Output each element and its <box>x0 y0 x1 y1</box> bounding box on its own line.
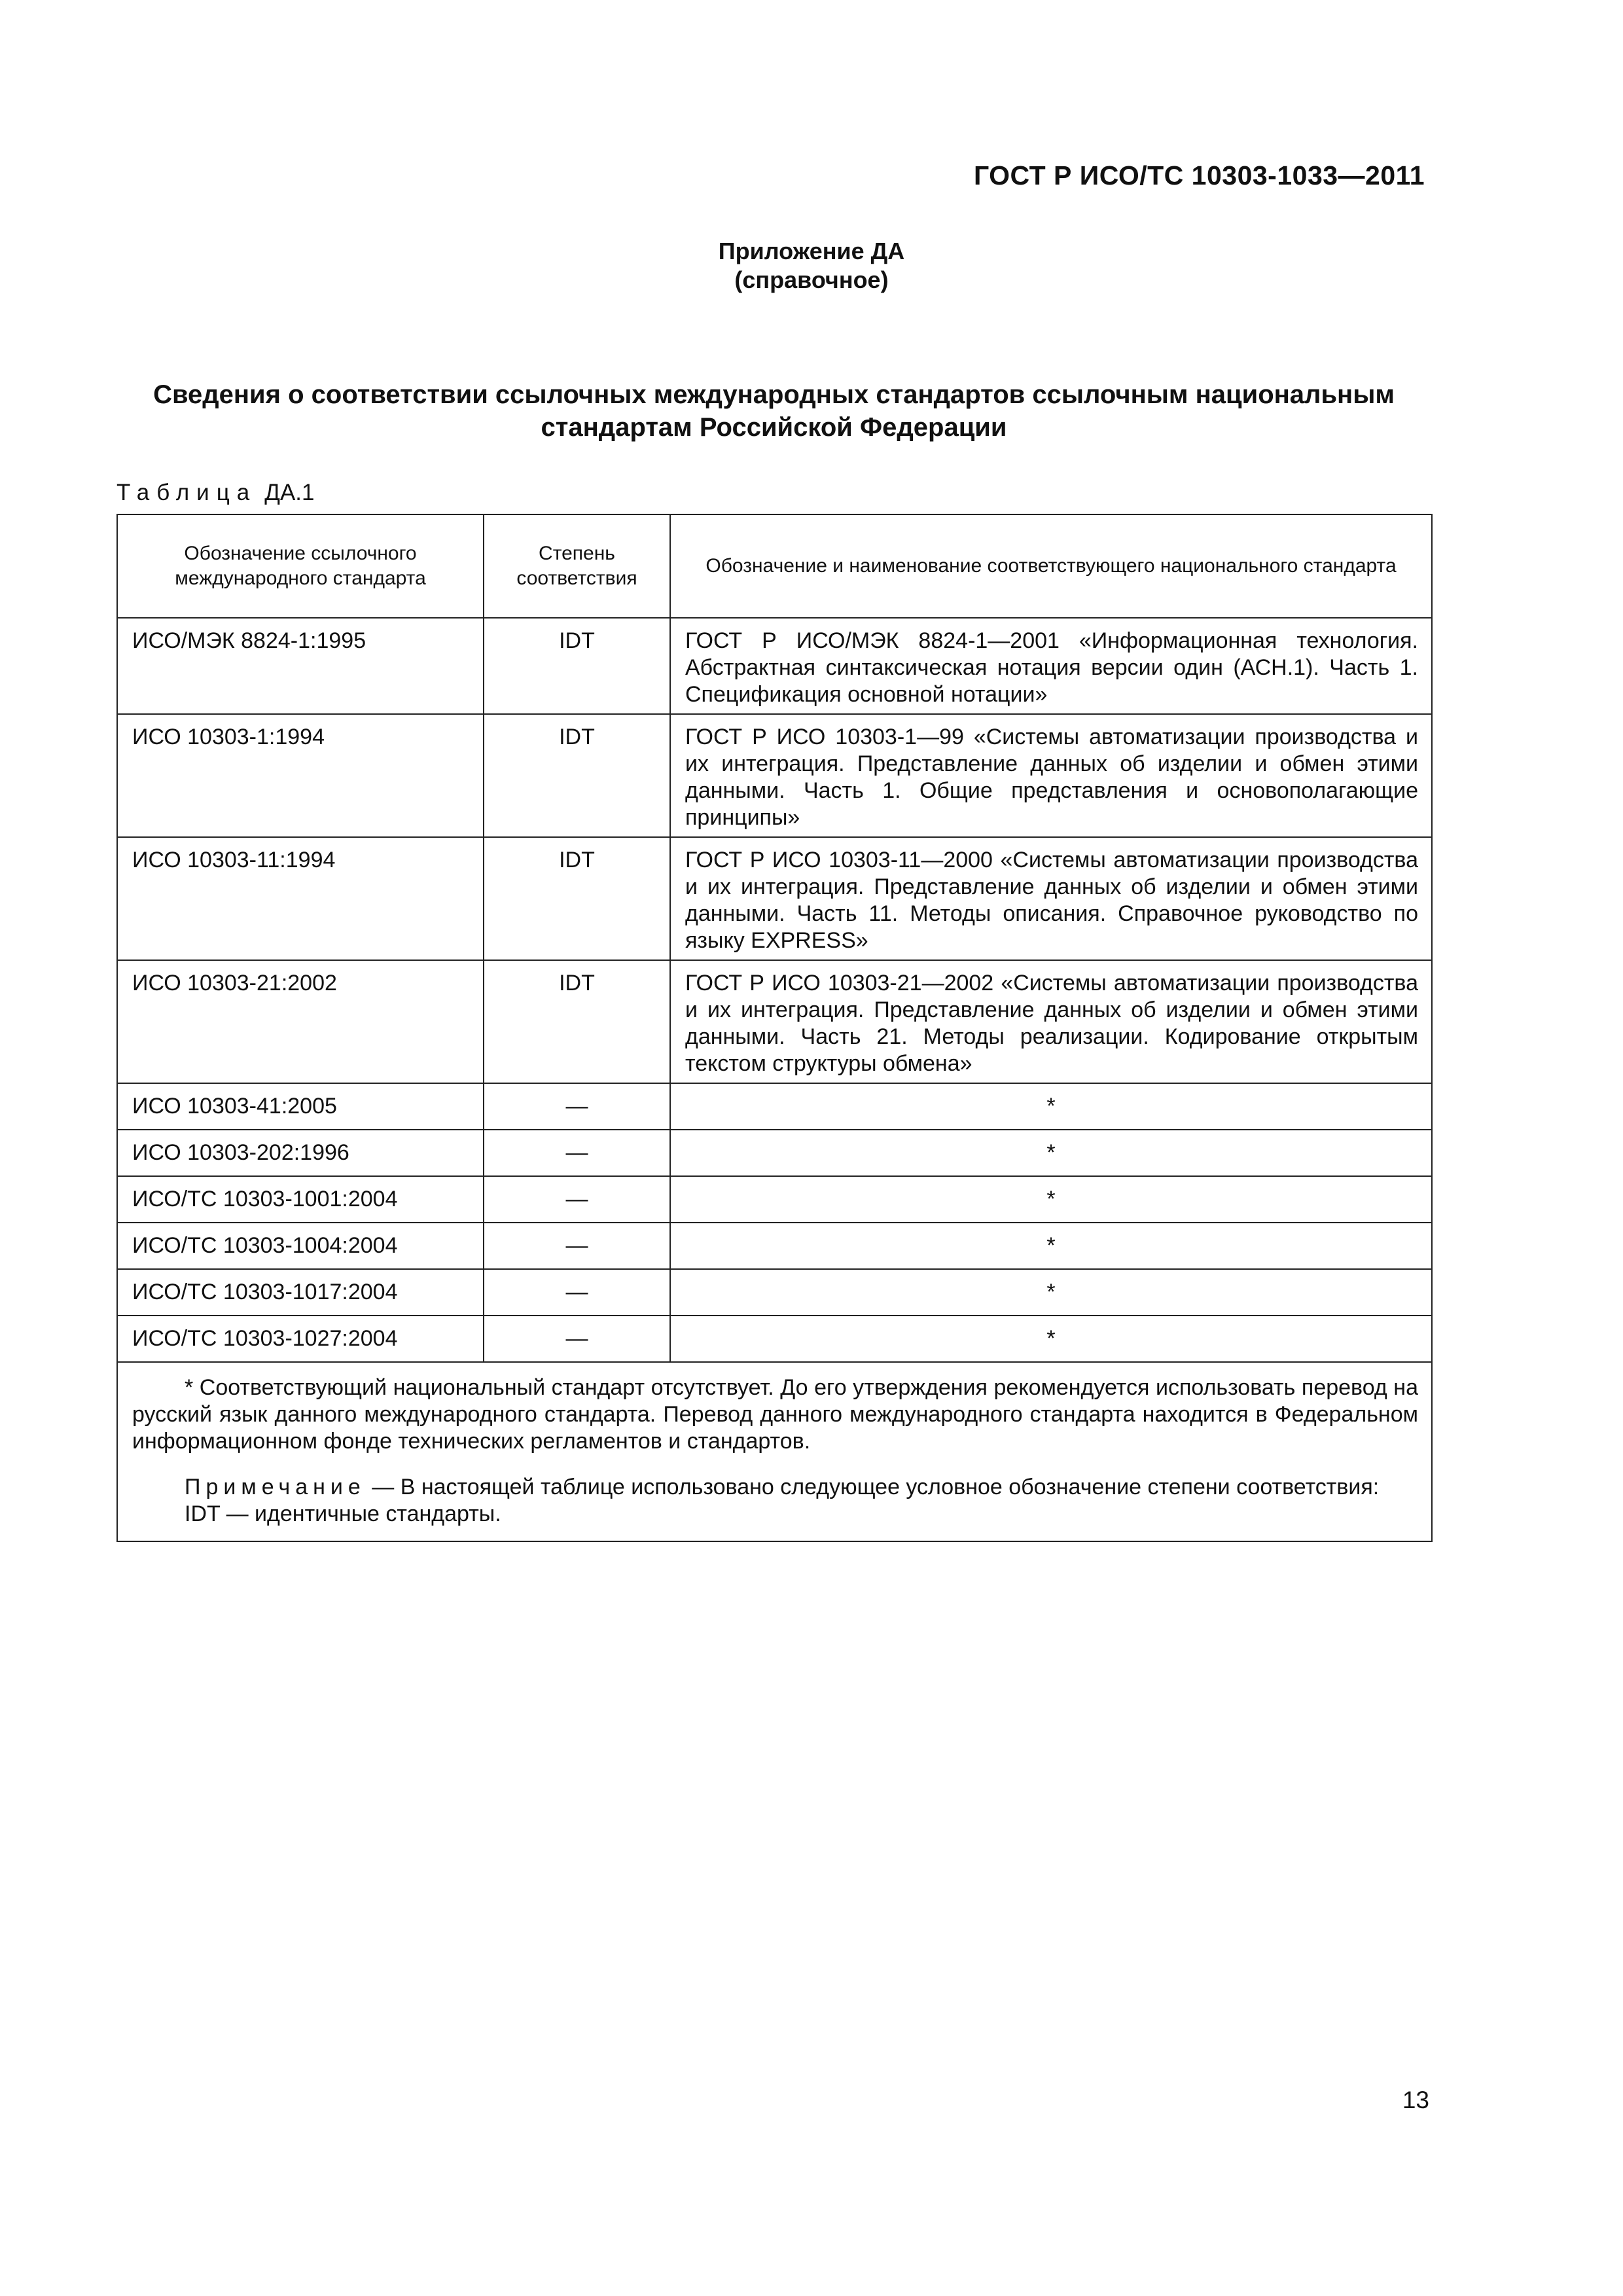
international-code: ИСО 10303-11:1994 <box>117 837 484 960</box>
correspondence-degree: — <box>484 1223 670 1269</box>
national-standard: * <box>670 1176 1432 1223</box>
table-footer <box>117 1362 1432 1541</box>
international-code: ИСО 10303-202:1996 <box>117 1130 484 1176</box>
table-row <box>117 1223 1432 1269</box>
section-title-line-2: стандартам Российской Федерации <box>541 413 1007 442</box>
correspondence-degree: — <box>484 1083 670 1130</box>
table-row <box>117 1130 1432 1176</box>
section-title <box>115 378 1433 444</box>
table-caption-id: ДА.1 <box>264 480 315 505</box>
note-idt: IDT — идентичные стандарты. <box>185 1501 501 1526</box>
international-code: ИСО/ТС 10303-1017:2004 <box>117 1269 484 1316</box>
appendix-title: Приложение ДА <box>718 238 905 264</box>
national-standard: ГОСТ Р ИСО 10303-11—2000 «Системы автоматизации производства и их интеграция. Представление данных об изделии и обмен этими данными. Часть 11. Методы описания. Справочное руководство по языку EXPRESS» <box>670 837 1432 960</box>
appendix-heading <box>0 237 1623 295</box>
column-header-international: Обозначение ссылочного международного стандарта <box>117 514 484 618</box>
footnote: * Соответствующий национальный стандарт отсутствует. До его утверждения рекомендуется использовать перевод на русский язык данного международного стандарта. Перевод данного международного стандарта находится в Федеральном информационном фонде технических регламентов и стандартов. <box>132 1375 1418 1454</box>
table-row <box>117 837 1432 960</box>
table-row <box>117 714 1432 837</box>
national-standard: ГОСТ Р ИСО/МЭК 8824-1—2001 «Информационная технология. Абстрактная синтаксическая нотация версии один (АСН.1). Часть 1. Спецификация основной нотации» <box>670 618 1432 714</box>
national-standard: * <box>670 1269 1432 1316</box>
table-row <box>117 1176 1432 1223</box>
table-footer-row <box>117 1362 1432 1541</box>
table-row <box>117 1316 1432 1362</box>
correspondence-degree: IDT <box>484 618 670 714</box>
table-header-row <box>117 514 1432 618</box>
table-row <box>117 960 1432 1083</box>
national-standard: * <box>670 1130 1432 1176</box>
national-standard: * <box>670 1223 1432 1269</box>
correspondence-degree: — <box>484 1176 670 1223</box>
correspondence-table <box>116 514 1433 1542</box>
note <box>132 1474 1418 1501</box>
page-number: 13 <box>1402 2087 1429 2113</box>
table-caption <box>116 480 314 506</box>
table-row <box>117 618 1432 714</box>
correspondence-degree: IDT <box>484 714 670 837</box>
note-text: — В настоящей таблице использовано следующее условное обозначение степени соответствия: <box>365 1475 1380 1499</box>
table-caption-word: Таблица <box>116 480 257 505</box>
column-header-national: Обозначение и наименование соответствующего национального стандарта <box>670 514 1432 618</box>
national-standard: * <box>670 1316 1432 1362</box>
international-code: ИСО/ТС 10303-1027:2004 <box>117 1316 484 1362</box>
correspondence-degree: IDT <box>484 960 670 1083</box>
international-code: ИСО/МЭК 8824-1:1995 <box>117 618 484 714</box>
international-code: ИСО 10303-21:2002 <box>117 960 484 1083</box>
international-code: ИСО/ТС 10303-1001:2004 <box>117 1176 484 1223</box>
appendix-subtitle: (справочное) <box>734 266 889 293</box>
correspondence-degree: — <box>484 1269 670 1316</box>
national-standard: ГОСТ Р ИСО 10303-21—2002 «Системы автоматизации производства и их интеграция. Представление данных об изделии и обмен этими данными. Часть 21. Методы реализации. Кодирование открытым текстом структуры обмена» <box>670 960 1432 1083</box>
document-code: ГОСТ Р ИСО/ТС 10303-1033—2011 <box>973 160 1425 190</box>
correspondence-degree: — <box>484 1130 670 1176</box>
table-row <box>117 1083 1432 1130</box>
correspondence-degree: — <box>484 1316 670 1362</box>
national-standard: * <box>670 1083 1432 1130</box>
international-code: ИСО 10303-41:2005 <box>117 1083 484 1130</box>
international-code: ИСО 10303-1:1994 <box>117 714 484 837</box>
section-title-line-1: Сведения о соответствии ссылочных международных стандартов ссылочным национальным <box>153 380 1395 409</box>
international-code: ИСО/ТС 10303-1004:2004 <box>117 1223 484 1269</box>
column-header-degree: Степень соответствия <box>484 514 670 618</box>
note-label: Примечание <box>185 1475 366 1499</box>
correspondence-degree: IDT <box>484 837 670 960</box>
national-standard: ГОСТ Р ИСО 10303-1—99 «Системы автоматизации производства и их интеграция. Представление данных об изделии и обмен этими данными. Часть 1. Общие представления и основополагающие принципы» <box>670 714 1432 837</box>
table-row <box>117 1269 1432 1316</box>
